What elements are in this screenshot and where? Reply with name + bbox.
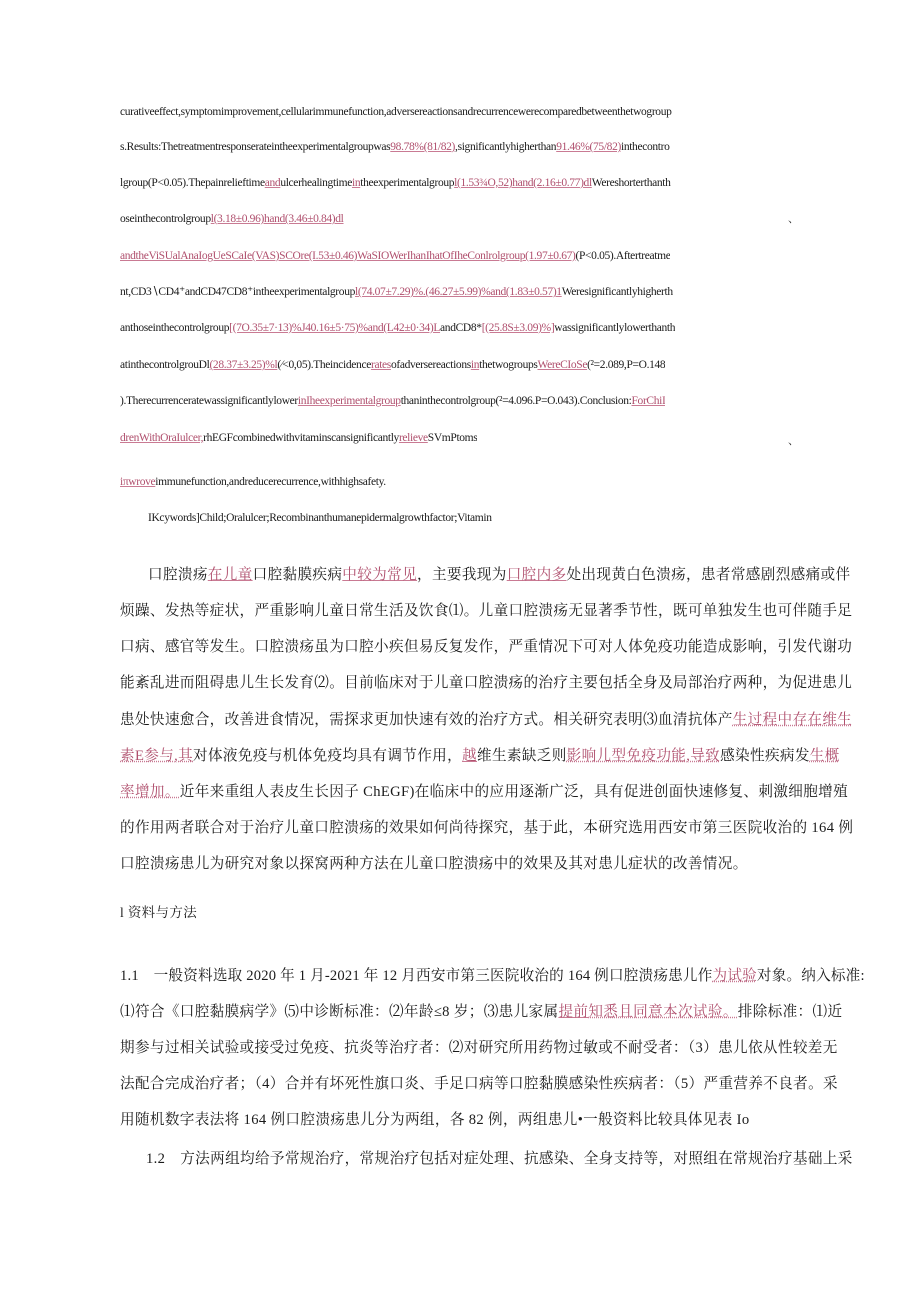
revision-mark: 影响儿型免疫功能,导致	[566, 748, 721, 764]
abstract-line-7	[120, 320, 675, 336]
text-run: 排除标准：⑴近	[737, 1004, 843, 1020]
revision-mark: 生概	[809, 748, 840, 764]
text-run: ).Therecurrenceratewassignificantlylower	[120, 395, 298, 407]
text-run: (∕<0,05).Theincidence	[277, 359, 371, 371]
text-run: 能紊乱进而阻碍患儿生长发育⑵。目前临床对于儿童口腔溃疡的治疗主要包括全身及局部治疗两种，为促进患儿	[120, 675, 853, 691]
text-run: thaninthecontrolgroup(²=4.096.P=O.043).Conclusion:	[400, 395, 632, 407]
text-run: atinthecontrolgrouDl	[120, 359, 210, 371]
revision-mark: l(1.53¾O,52)hand(2.16±0.77)dl	[454, 177, 592, 189]
text-run: 选取 2020 年 1 月-2021 年 12 月西安市第三医院收治的 164 例口腔溃疡患儿作	[212, 968, 713, 984]
revision-mark: 91.46%(75/82)	[556, 141, 621, 153]
s11-line-4	[120, 1074, 838, 1094]
abstract-line-5	[120, 248, 670, 264]
text-run: 对体液免疫与机体免疫均具有调节作用，	[193, 748, 463, 764]
keywords-line	[148, 510, 492, 526]
text-run: ofadversereactions	[390, 359, 471, 371]
abstract-line-2	[120, 139, 670, 155]
s12-line-1	[146, 1149, 853, 1169]
text-run: immunefunction,andreducerecurrence,withhighsafety.	[155, 476, 386, 488]
revision-mark: l(3.18±0.96)hand(3.46±0.84)dl	[210, 213, 344, 225]
text-run: theexperimentalgroup	[360, 177, 455, 189]
revision-mark: 知悉且同意本次试验。	[588, 1004, 738, 1020]
text-run: wassignificantlylowerthanth	[554, 322, 676, 334]
text-run: 对象。纳入标准:	[756, 968, 865, 984]
intro-line-9	[120, 854, 748, 874]
s11-line-5	[120, 1110, 749, 1130]
section-heading-1	[120, 903, 197, 923]
text-run: thetwogroups	[479, 359, 538, 371]
text-run: ulcerhealingtime	[280, 177, 352, 189]
abstract-line-8	[120, 357, 665, 373]
text-run: (²=2.089,P=O.148	[587, 359, 666, 371]
text-run: 口腔溃疡患儿为研究对象以探窝两种方法在儿童口腔溃疡中的效果及其对患儿症状的改善情况。	[120, 856, 748, 872]
margin-mark: 、	[788, 213, 799, 225]
abstract-line-10	[120, 430, 477, 446]
revision-mark: (28.37±3.25)%l	[209, 359, 278, 371]
text-run: (P<0.05).Aftertreatme	[575, 250, 671, 262]
revision-mark: WereCIoSe	[537, 359, 588, 371]
intro-line-6	[120, 746, 840, 766]
revision-mark: 生过程中存在维生	[732, 712, 853, 728]
text-run: nt,CD3∖CD4⁺andCD47CD8⁺intheexperimentalgroup	[120, 286, 355, 298]
revision-mark: [(7O.35±7·13)%J40.16±5·75)%and(L42±0·34)L	[229, 322, 441, 334]
text-run: 1.2 方法两组均给予常规治疗，常规治疗包括对症处理、抗感染、全身支持等，对照组在常规治疗基础上采	[146, 1151, 853, 1167]
s11-line-1	[120, 966, 865, 986]
text-run: lgroup(P<0.05).Thepainrelieftime	[120, 177, 265, 189]
text-run: ,significantlyhigherthan	[455, 141, 557, 153]
revision-mark: 提前	[558, 1004, 589, 1020]
text-run: l 资料与方法	[120, 905, 198, 920]
text-run: 口腔溃疡	[148, 567, 208, 583]
text-run: rhEGFcombinedwithvitaminscansignificantly	[203, 432, 399, 444]
revision-mark: 率增加。	[120, 784, 180, 800]
text-run: Weresignificantlyhigherth	[561, 286, 673, 298]
abstract-line-11	[120, 474, 386, 490]
abstract-line-3	[120, 175, 671, 191]
intro-line-4	[120, 673, 852, 693]
s11-line-3	[120, 1038, 838, 1058]
abstract-line-6	[120, 284, 673, 300]
text-run: oseinthecontrolgroup	[120, 213, 211, 225]
revision-mark: 98.78%(81/82)	[390, 141, 456, 153]
text-run: ⑴符合《口腔黏膜病学》⑸中诊断标准：⑵年龄≤8 岁；⑶患儿家属	[120, 1004, 559, 1020]
revision-mark: 在儿童	[207, 567, 253, 583]
revision-mark: iπwrove	[120, 476, 156, 488]
text-run: 1.1 一般资料	[120, 968, 213, 984]
abstract-line-4	[120, 211, 769, 227]
revision-mark: [(25.8S±3.09)%]	[481, 322, 555, 334]
revision-mark: inIheexperimentalgroup	[297, 395, 401, 407]
text-run: 期参与过相关试验或接受过免疫、抗炎等治疗者：⑵对研究所用药物过敏或不耐受者：（3）患儿依从性较差无	[120, 1040, 838, 1056]
text-run: 处出现黄白色溃疡，患者常感剧烈感痛或伴	[566, 567, 851, 583]
s11-line-2	[120, 1002, 842, 1022]
text-run: curativeeffect,symptomimprovement,cellularimmunefunction,adversereactionsandrecurrencewerecomparedbetweenthetwogroup	[120, 106, 672, 118]
revision-mark: 中较为常见	[342, 567, 418, 583]
revision-mark: in	[351, 177, 361, 189]
intro-line-5	[120, 710, 852, 730]
text-run: 烦躁、发热等症状，严重影响儿童日常生活及饮食⑴。儿童口腔溃疡无显著季节性，既可单独发生也可伴随手足	[120, 603, 853, 619]
abstract-line-9	[120, 393, 665, 409]
revision-mark: 口腔内多	[506, 567, 567, 583]
text-run: SVmPtoms	[427, 432, 478, 444]
abstract-line-1	[120, 104, 672, 120]
text-run: 口病、感官等发生。口腔溃疡虽为口腔小疾但易反复发作，严重情况下可对人体免疫功能造成影响，引发代谢功	[120, 639, 853, 655]
text-run: anthoseinthecontrolgroup	[120, 322, 230, 334]
intro-line-2	[120, 601, 852, 621]
text-run: andCD8*	[440, 322, 482, 334]
revision-mark: rates	[370, 359, 391, 371]
text-run: inthecontro	[620, 141, 670, 153]
intro-line-7	[120, 782, 848, 802]
revision-mark: l(74.07±7.29)%.(46.27±5.99)%and(1.83±0.57)1	[355, 286, 562, 298]
text-run: IKcywords]Child;Oralulcer;Recombinanthumanepidermalgrowthfactor;Vitamin	[148, 512, 492, 524]
revision-mark: andtheViSUalAnaIogUeSCaIe(VAS)SCOre(I.53±0.46)WaSIOWerIhanIhatOfIheConlrolgroup(1.97±0.67)	[120, 250, 576, 262]
text-run: 近年来重组人表皮生长因子 ChEGF)在临床中的应用逐渐广泛，具有促进创面快速修复、刺激细胞增殖	[179, 784, 849, 800]
text-run: 的作用两者联合对于治疗儿童口腔溃疡的效果如何尚待探究，基于此，本研究选用西安市第三医院收治的 164 例	[120, 820, 854, 836]
text-run: ，主要我现为	[417, 567, 507, 583]
revision-mark: 为试验	[712, 968, 757, 984]
revision-mark: and	[264, 177, 281, 189]
text-run: Wereshorterthanth	[591, 177, 671, 189]
text-run: 法配合完成治疗者；（4）合并有坏死性旗口炎、手足口病等口腔黏膜感染性疾病者：（5）严重营养不良者。采	[120, 1076, 838, 1092]
intro-line-1	[148, 565, 850, 585]
intro-line-8	[120, 818, 853, 838]
revision-mark: drenWithOraIulcer,	[120, 432, 204, 444]
revision-mark: relieve	[398, 432, 428, 444]
revision-mark: in	[470, 359, 480, 371]
text-run: 维生素缺乏则	[477, 748, 567, 764]
text-run: s.Results:Thetreatmentresponserateintheexperimentalgroupwas	[120, 141, 391, 153]
intro-line-3	[120, 637, 852, 657]
margin-mark: 、	[788, 435, 799, 447]
text-run: 口腔黏膜疾病	[252, 567, 343, 583]
text-run: 患处快速愈合，改善进食情况，需探求更加快速有效的治疗方式。相关研究表明⑶血清抗体产	[120, 712, 733, 728]
revision-mark: 越	[462, 748, 477, 764]
text-run: 感染性疾病发	[720, 748, 810, 764]
text-run: 用随机数字表法将 164 例口腔溃疡患儿分为两组，各 82 例，两组患儿•一般资料比较具体见表 Io	[120, 1112, 750, 1128]
revision-mark: ForChiI	[631, 395, 666, 407]
revision-mark: 素E参与,其	[120, 748, 194, 764]
